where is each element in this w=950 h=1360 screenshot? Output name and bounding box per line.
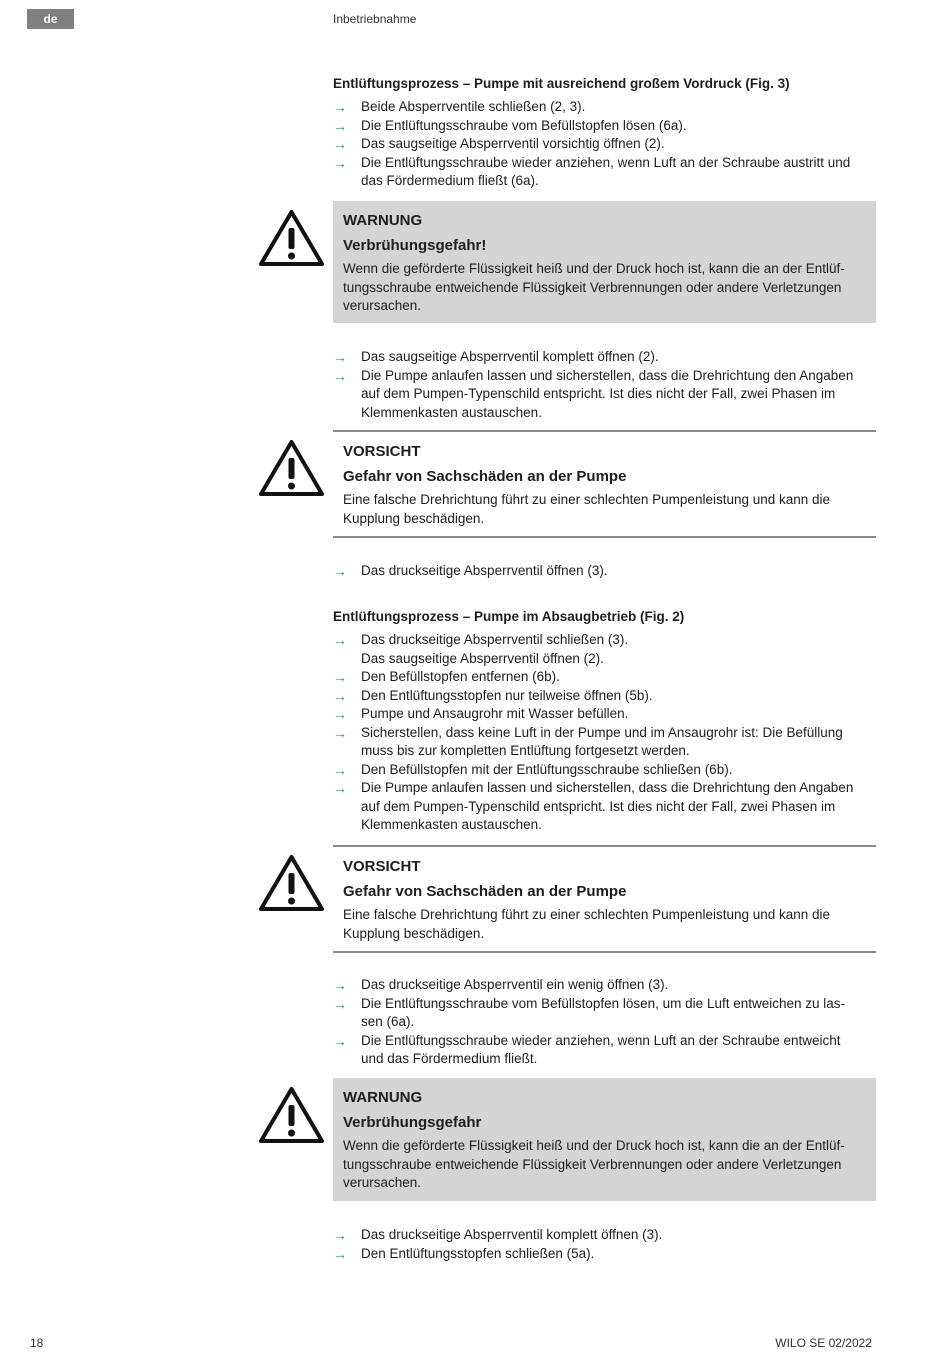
text-line: Kupplung beschädigen. xyxy=(343,510,485,526)
step-item xyxy=(333,117,876,136)
step-list xyxy=(333,1226,876,1263)
step-text: Die Entlüftungsschraube vom Befüllstopfen lösen (6a). xyxy=(361,117,687,133)
warning-triangle-icon xyxy=(258,439,325,497)
language-badge: de xyxy=(27,9,74,29)
step-text: Das saugseitige Absperrventil öffnen (2). xyxy=(361,650,604,666)
arrow-right-icon: → xyxy=(333,761,347,778)
arrow-right-icon: → xyxy=(333,995,347,1012)
arrow-right-icon: → xyxy=(333,117,347,134)
step-text: Pumpe und Ansaugrohr mit Wasser befüllen. xyxy=(361,706,629,721)
step-text: Die Entlüftungsschraube vom Befüllstopfen lösen, um die Luft entweichen zu las- xyxy=(361,995,846,1011)
notice-text xyxy=(343,906,866,943)
step-text: Das druckseitige Absperrventil komplett öffnen (3). xyxy=(361,1227,663,1242)
arrow-right-icon: → xyxy=(333,99,347,115)
step-text: sen (6a). xyxy=(361,1014,415,1029)
step-text: Klemmenkasten austauschen. xyxy=(361,817,542,832)
step-item xyxy=(333,705,876,724)
step-text: Den Befüllstopfen entfernen (6b). xyxy=(361,669,560,684)
arrow-right-icon: → xyxy=(333,154,347,171)
notice-text xyxy=(343,491,866,528)
step-item xyxy=(333,1226,876,1245)
step-text: Den Entlüftungsstopfen nur teilweise öffnen (5b). xyxy=(361,687,653,703)
step-text: Das saugseitige Absperrventil vorsichtig öffnen (2). xyxy=(361,136,665,151)
step-list xyxy=(333,562,876,581)
step-item xyxy=(333,995,876,1032)
section-suction-venting xyxy=(333,608,876,835)
page-number: 18 xyxy=(30,1336,44,1350)
caution-notice xyxy=(333,430,876,538)
step-item xyxy=(333,348,876,367)
notice-text xyxy=(343,1137,866,1193)
step-text: Beide Absperrventile schließen (2, 3). xyxy=(361,99,586,114)
step-item xyxy=(333,135,876,154)
step-text: auf dem Pumpen-Typenschild entspricht. Ist dies nicht der Fall, zwei Phasen im xyxy=(361,386,836,401)
signal-word: VORSICHT xyxy=(343,443,421,460)
arrow-right-icon: → xyxy=(333,632,347,648)
arrow-right-icon: → xyxy=(333,687,347,704)
arrow-right-icon: → xyxy=(333,136,347,152)
warning-triangle-icon xyxy=(258,854,325,912)
arrow-right-icon: → xyxy=(333,1032,347,1049)
step-item xyxy=(333,562,876,581)
arrow-right-icon: → xyxy=(333,977,347,993)
step-text: Das saugseitige Absperrventil komplett öffnen (2). xyxy=(361,349,659,364)
signal-word: WARNUNG xyxy=(343,212,423,229)
hazard-title: Verbrühungsgefahr! xyxy=(343,237,487,254)
notice-text xyxy=(343,260,866,316)
step-text: Klemmenkasten austauschen. xyxy=(361,404,542,420)
text-line: verursachen. xyxy=(343,1175,422,1190)
step-text: das Fördermedium fließt (6a). xyxy=(361,173,539,188)
section-heading: Entlüftungsprozess – Pumpe im Absaugbetrieb (Fig. 2) xyxy=(333,609,685,624)
step-item xyxy=(333,98,876,117)
step-text: Die Entlüftungsschraube wieder anziehen, wenn Luft an der Schraube entweicht xyxy=(361,1032,841,1048)
warning-triangle-icon xyxy=(258,209,325,267)
arrow-right-icon: → xyxy=(333,1227,347,1243)
text-line: Kupplung beschädigen. xyxy=(343,925,485,941)
caution-notice xyxy=(333,845,876,953)
hazard-title: Gefahr von Sachschäden an der Pumpe xyxy=(343,468,627,485)
arrow-right-icon: → xyxy=(333,724,347,741)
warning-triangle-icon xyxy=(258,1086,325,1144)
text-line: Wenn die geförderte Flüssigkeit heiß und der Druck hoch ist, kann die an der Entlüf- xyxy=(343,261,845,276)
step-list xyxy=(333,631,876,835)
arrow-right-icon: → xyxy=(333,1245,347,1262)
text-line: tungsschraube entweichende Flüssigkeit Verbrennungen oder andere Verletzungen xyxy=(343,1156,842,1172)
signal-word: WARNUNG xyxy=(343,1089,423,1106)
step-item xyxy=(333,631,876,668)
step-list xyxy=(333,976,876,1069)
step-text: Den Entlüftungsstopfen schließen (5a). xyxy=(361,1245,595,1261)
page-header-title: Inbetriebnahme xyxy=(333,12,417,26)
warning-notice xyxy=(333,1078,876,1201)
text-line: verursachen. xyxy=(343,298,422,313)
step-list xyxy=(333,98,876,191)
arrow-right-icon: → xyxy=(333,367,347,384)
steps-final xyxy=(333,1226,876,1263)
step-text: Das druckseitige Absperrventil schließen (3). xyxy=(361,632,629,647)
step-item xyxy=(333,687,876,706)
steps-partial-open xyxy=(333,976,876,1069)
step-text: auf dem Pumpen-Typenschild entspricht. Ist dies nicht der Fall, zwei Phasen im xyxy=(361,798,836,814)
step-item xyxy=(333,154,876,191)
step-list xyxy=(333,348,876,422)
warning-notice xyxy=(333,201,876,323)
text-line: Eine falsche Drehrichtung führt zu einer schlechten Pumpenleistung und kann die xyxy=(343,492,831,507)
step-text: Sicherstellen, dass keine Luft in der Pumpe und im Ansaugrohr ist: Die Befüllung xyxy=(361,724,843,740)
step-text: Die Pumpe anlaufen lassen und sicherstellen, dass die Drehrichtung den Angaben xyxy=(361,780,854,795)
step-text: Das druckseitige Absperrventil öffnen (3). xyxy=(361,563,608,578)
step-text: und das Fördermedium fließt. xyxy=(361,1051,538,1066)
arrow-right-icon: → xyxy=(333,780,347,796)
step-text: Das druckseitige Absperrventil ein wenig öffnen (3). xyxy=(361,977,669,992)
step-item xyxy=(333,367,876,423)
footer-brand: WILO SE 02/2022 xyxy=(775,1336,872,1350)
step-item xyxy=(333,976,876,995)
step-item xyxy=(333,668,876,687)
arrow-right-icon: → xyxy=(333,669,347,685)
text-line: Wenn die geförderte Flüssigkeit heiß und der Druck hoch ist, kann die an der Entlüf- xyxy=(343,1138,845,1153)
step-item xyxy=(333,761,876,780)
step-item xyxy=(333,1245,876,1264)
hazard-title: Verbrühungsgefahr xyxy=(343,1114,482,1131)
text-line: Eine falsche Drehrichtung führt zu einer schlechten Pumpenleistung und kann die xyxy=(343,907,831,922)
arrow-right-icon: → xyxy=(333,349,347,365)
section-pressure-venting xyxy=(333,75,876,191)
step-text: Den Befüllstopfen mit der Entlüftungsschraube schließen (6b). xyxy=(361,761,733,777)
step-text: muss bis zur kompletten Entlüftung fortgesetzt werden. xyxy=(361,743,690,758)
step-item xyxy=(333,1032,876,1069)
section-heading: Entlüftungsprozess – Pumpe mit ausreichend großem Vordruck (Fig. 3) xyxy=(333,76,790,91)
text-line: tungsschraube entweichende Flüssigkeit Verbrennungen oder andere Verletzungen xyxy=(343,279,842,295)
steps-open-suction xyxy=(333,348,876,422)
step-text: Die Entlüftungsschraube wieder anziehen, wenn Luft an der Schraube austritt und xyxy=(361,154,851,170)
arrow-right-icon: → xyxy=(333,563,347,579)
step-item xyxy=(333,724,876,761)
step-item xyxy=(333,779,876,835)
arrow-right-icon: → xyxy=(333,706,347,722)
hazard-title: Gefahr von Sachschäden an der Pumpe xyxy=(343,883,627,900)
signal-word: VORSICHT xyxy=(343,858,421,875)
steps-open-pressure xyxy=(333,562,876,581)
step-text: Die Pumpe anlaufen lassen und sicherstellen, dass die Drehrichtung den Angaben xyxy=(361,367,854,383)
